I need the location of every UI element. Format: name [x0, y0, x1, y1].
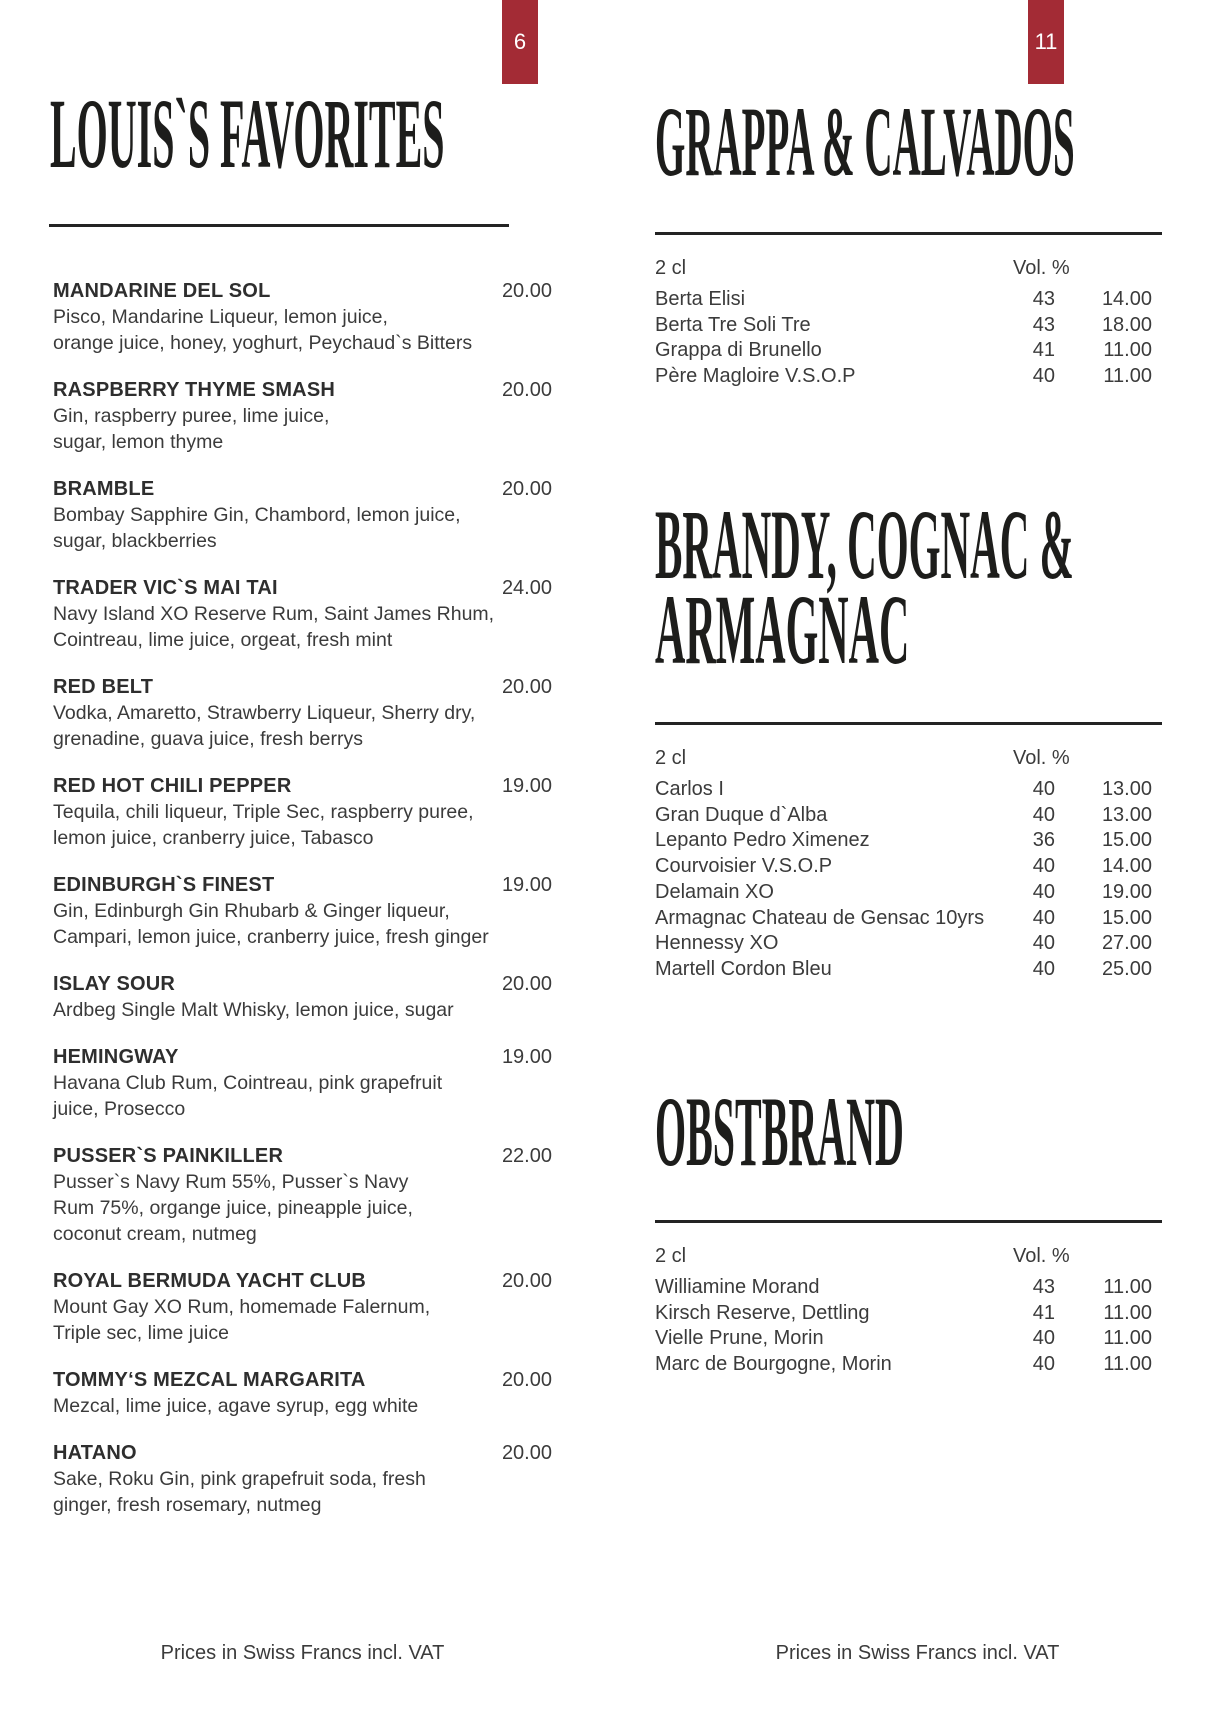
spirit-name: Armagnac Chateau de Gensac 10yrs: [655, 906, 985, 929]
spirit-vol: 43: [1032, 288, 1055, 310]
size-label: 2 cl: [655, 1245, 687, 1267]
section-rows: [655, 1275, 1160, 1378]
spirit-row: [655, 364, 1160, 390]
spirit-price: 18.00: [1101, 313, 1152, 336]
spirit-row: [655, 313, 1160, 339]
section-title: [655, 574, 1222, 685]
item-price: 20.00: [501, 676, 552, 698]
item-ingredients: juice, Prosecco: [53, 1098, 186, 1120]
item-price: 22.00: [501, 1145, 552, 1167]
spirit-name: Père Magloire V.S.O.P: [655, 365, 856, 388]
spirit-row: [655, 957, 1160, 983]
spirit-name: Williamine Morand: [655, 1276, 820, 1298]
item-ingredients: Vodka, Amaretto, Strawberry Liqueur, Sherry dry,: [53, 702, 476, 724]
section-rows: [655, 287, 1160, 390]
item-name: BRAMBLE: [53, 478, 155, 500]
spirit-vol: 40: [1032, 880, 1055, 903]
item-ingredients: Tequila, chili liqueur, Triple Sec, raspberry puree,: [53, 801, 474, 823]
item-ingredients: Bombay Sapphire Gin, Chambord, lemon juice,: [53, 504, 461, 526]
spirit-vol: 40: [1032, 957, 1055, 980]
size-label: 2 cl: [655, 257, 687, 279]
spirit-row: [655, 1275, 1160, 1301]
spirit-row: [655, 338, 1160, 364]
spirit-name: Berta Elisi: [655, 288, 746, 310]
section-title-text: BRANDY, COGNAC &: [655, 489, 1074, 600]
spirit-row: [655, 854, 1160, 880]
spirit-row: [655, 880, 1160, 906]
section-rule: [655, 722, 1162, 725]
page-number-right: 11: [1034, 29, 1058, 54]
item-name: TOMMY‘S MEZCAL MARGARITA: [53, 1369, 366, 1391]
item-price: 20.00: [501, 280, 552, 302]
item-ingredients: Mount Gay XO Rum, homemade Falernum,: [53, 1296, 431, 1318]
spirit-name: Martell Cordon Bleu: [655, 957, 832, 980]
item-name: RED HOT CHILI PEPPER: [53, 775, 292, 797]
vol-percent-label: Vol. %: [1013, 257, 1070, 279]
item-ingredients: Gin, raspberry puree, lime juice,: [53, 405, 330, 427]
spirit-vol: 40: [1032, 1353, 1055, 1376]
spirit-price: 11.00: [1103, 1276, 1152, 1298]
item-ingredients: grenadine, guava juice, fresh berrys: [53, 728, 364, 750]
item-name: PUSSER`S PAINKILLER: [53, 1145, 284, 1167]
spirit-vol: 40: [1032, 855, 1055, 878]
item-ingredients: ginger, fresh rosemary, nutmeg: [53, 1494, 322, 1516]
spirit-vol: 43: [1032, 1276, 1055, 1298]
item-name: HEMINGWAY: [53, 1046, 179, 1068]
section-rule: [655, 1220, 1162, 1223]
section-title: [655, 1076, 1222, 1187]
spirit-vol: 41: [1032, 1301, 1055, 1324]
vol-percent-label: Vol. %: [1013, 1245, 1070, 1267]
spirit-price: 19.00: [1101, 880, 1152, 903]
item-name: MANDARINE DEL SOL: [53, 280, 271, 302]
item-ingredients: Havana Club Rum, Cointreau, pink grapefruit: [53, 1072, 443, 1094]
spirit-price: 15.00: [1101, 906, 1152, 929]
section-column-header: [655, 745, 1162, 771]
spirit-name: Grappa di Brunello: [655, 339, 822, 362]
section-title: [655, 86, 1222, 197]
spirit-price: 27.00: [1101, 932, 1152, 955]
item-ingredients: Ardbeg Single Malt Whisky, lemon juice, sugar: [53, 999, 454, 1021]
item-ingredients: Gin, Edinburgh Gin Rhubarb & Ginger liqueur,: [53, 900, 450, 922]
spirit-price: 11.00: [1103, 1301, 1152, 1324]
item-ingredients: Triple sec, lime juice: [53, 1322, 229, 1344]
spirit-name: Kirsch Reserve, Dettling: [655, 1301, 870, 1324]
spirit-price: 11.00: [1103, 365, 1152, 388]
item-name: HATANO: [53, 1442, 137, 1464]
item-ingredients: lemon juice, cranberry juice, Tabasco: [53, 827, 374, 849]
item-price: 19.00: [501, 1046, 552, 1068]
item-name: ROYAL BERMUDA YACHT CLUB: [53, 1270, 366, 1292]
spirit-name: Lepanto Pedro Ximenez: [655, 829, 870, 852]
spirit-name: Marc de Bourgogne, Morin: [655, 1353, 892, 1376]
spirit-price: 15.00: [1101, 829, 1152, 852]
section-rows: [655, 777, 1160, 983]
item-price: 19.00: [501, 874, 552, 896]
spirit-vol: 40: [1032, 365, 1055, 388]
left-page-footer: Prices in Swiss Francs incl. VAT: [160, 1642, 445, 1664]
item-ingredients: Pusser`s Navy Rum 55%, Pusser`s Navy: [53, 1171, 409, 1193]
spirit-vol: 40: [1032, 803, 1055, 826]
spirit-name: Vielle Prune, Morin: [655, 1327, 824, 1350]
item-price: 20.00: [501, 379, 552, 401]
section-column-header: [655, 255, 1162, 281]
item-price: 20.00: [501, 1442, 552, 1464]
spirit-price: 11.00: [1103, 1353, 1152, 1376]
item-name: RED BELT: [53, 676, 154, 698]
spirit-price: 11.00: [1103, 1327, 1152, 1350]
spirit-vol: 43: [1032, 313, 1055, 336]
spirit-name: Hennessy XO: [655, 932, 779, 955]
spirit-row: [655, 777, 1160, 803]
spirit-price: 14.00: [1101, 288, 1152, 310]
spirit-name: Carlos I: [655, 778, 724, 800]
section-column-header: [655, 1243, 1162, 1269]
spirit-vol: 40: [1032, 1327, 1055, 1350]
spirit-row: [655, 906, 1160, 932]
spirit-price: 13.00: [1101, 778, 1152, 800]
item-ingredients: sugar, blackberries: [53, 530, 217, 552]
item-ingredients: orange juice, honey, yoghurt, Peychaud`s Bitters: [53, 332, 473, 354]
item-name: ISLAY SOUR: [53, 973, 176, 995]
section-title-text: OBSTBRAND: [655, 1076, 904, 1187]
item-ingredients: coconut cream, nutmeg: [53, 1223, 257, 1245]
spirit-vol: 40: [1032, 778, 1055, 800]
spirit-row: [655, 287, 1160, 313]
page-number-left: 6: [513, 29, 527, 54]
spirit-vol: 41: [1032, 339, 1055, 362]
spirit-name: Gran Duque d`Alba: [655, 803, 828, 826]
item-name: EDINBURGH`S FINEST: [53, 874, 275, 896]
item-ingredients: Mezcal, lime juice, agave syrup, egg white: [53, 1395, 419, 1417]
spirit-price: 25.00: [1101, 957, 1152, 980]
section-title-text: ARMAGNAC: [655, 574, 910, 685]
item-ingredients: sugar, lemon thyme: [53, 431, 224, 453]
spirit-row: [655, 1301, 1160, 1327]
size-label: 2 cl: [655, 747, 687, 769]
item-price: 24.00: [501, 577, 552, 599]
spirit-vol: 40: [1032, 932, 1055, 955]
right-page-footer: Prices in Swiss Francs incl. VAT: [775, 1642, 1060, 1664]
item-price: 19.00: [501, 775, 552, 797]
item-name: RASPBERRY THYME SMASH: [53, 379, 336, 401]
spirit-vol: 36: [1032, 829, 1055, 852]
item-ingredients: Sake, Roku Gin, pink grapefruit soda, fresh: [53, 1468, 426, 1490]
spirit-row: [655, 1352, 1160, 1378]
item-price: 20.00: [501, 1270, 552, 1292]
item-ingredients: Campari, lemon juice, cranberry juice, fresh ginger: [53, 926, 489, 948]
spirit-row: [655, 803, 1160, 829]
item-price: 20.00: [501, 1369, 552, 1391]
spirit-name: Delamain XO: [655, 880, 774, 903]
item-ingredients: Pisco, Mandarine Liqueur, lemon juice,: [53, 306, 388, 328]
item-ingredients: Cointreau, lime juice, orgeat, fresh mint: [53, 629, 393, 651]
spirit-row: [655, 1326, 1160, 1352]
item-price: 20.00: [501, 973, 552, 995]
spirit-name: Courvoisier V.S.O.P: [655, 855, 833, 878]
item-name: TRADER VIC`S MAI TAI: [53, 577, 278, 599]
left-page-title-text: LOUIS`S FAVORITES: [50, 78, 445, 189]
spirit-name: Berta Tre Soli Tre: [655, 313, 811, 336]
spirit-price: 11.00: [1103, 339, 1152, 362]
spirit-vol: 40: [1032, 906, 1055, 929]
section-title-text: GRAPPA & CALVADOS: [655, 86, 1075, 197]
spirit-price: 13.00: [1101, 803, 1152, 826]
item-ingredients: Navy Island XO Reserve Rum, Saint James Rhum,: [53, 603, 495, 625]
spirit-price: 14.00: [1101, 855, 1152, 878]
spirit-row: [655, 931, 1160, 957]
section-rule: [655, 232, 1162, 235]
item-price: 20.00: [501, 478, 552, 500]
vol-percent-label: Vol. %: [1013, 747, 1070, 769]
spirit-row: [655, 828, 1160, 854]
item-ingredients: Rum 75%, organge juice, pineapple juice,: [53, 1197, 413, 1219]
